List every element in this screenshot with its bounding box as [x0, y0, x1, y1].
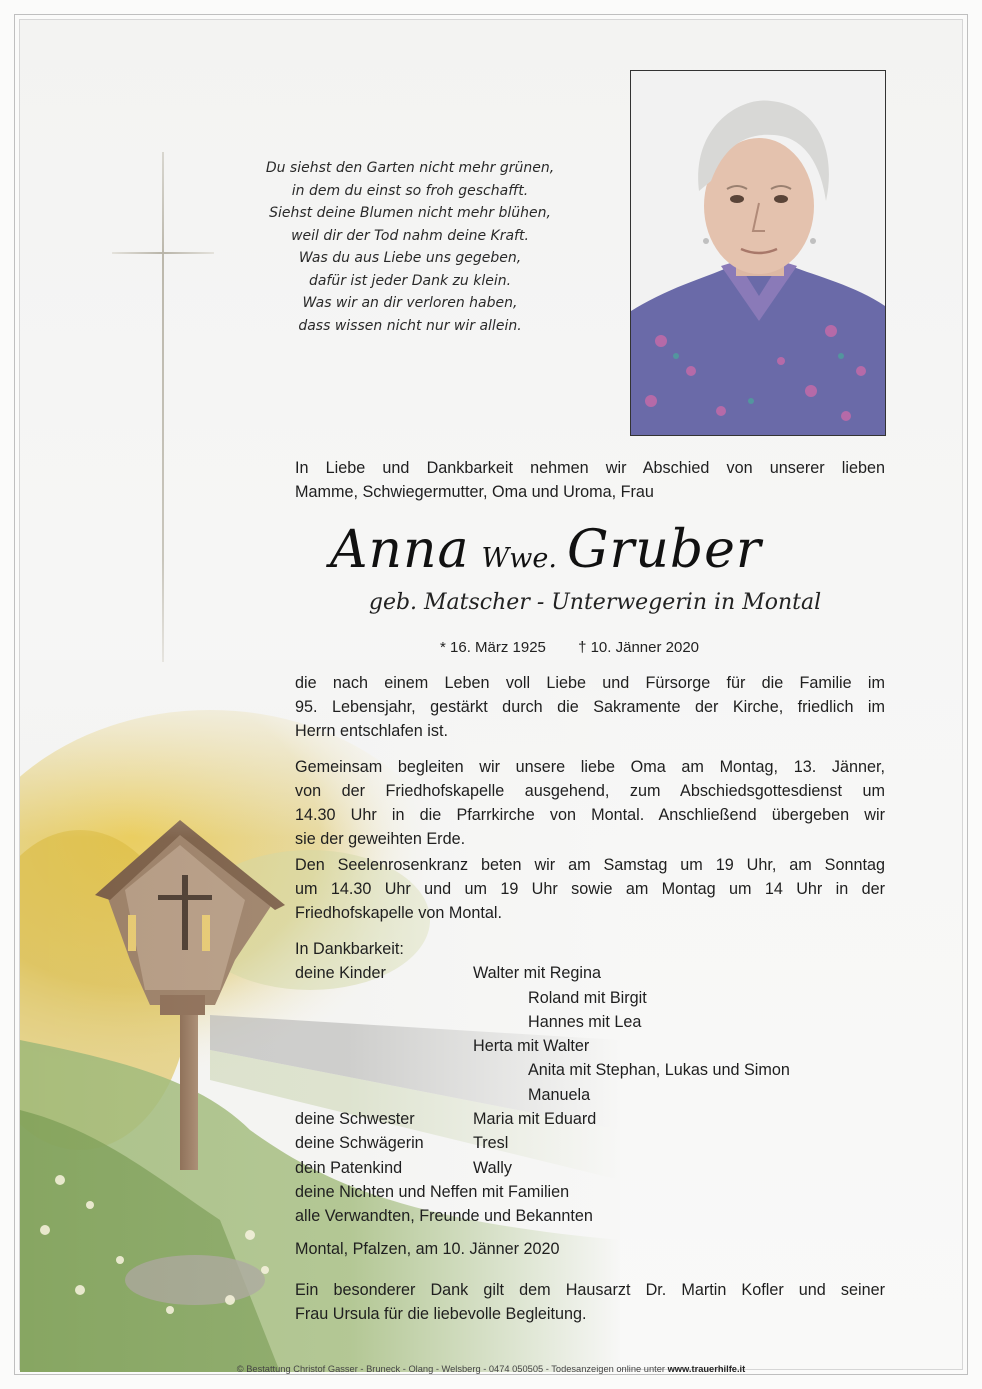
paragraph-line: 14.30 Uhr in die Pfarrkirche von Montal. Anschließend übergeben wir — [295, 806, 885, 824]
poem-line: in dem du einst so froh geschafft. — [291, 182, 529, 199]
paragraph-life — [295, 671, 885, 743]
death-date: † 10. Jänner 2020 — [578, 639, 700, 656]
mourner-name: Herta mit Walter — [473, 1037, 590, 1056]
relation-label: deine Schwägerin — [295, 1134, 424, 1153]
paragraph-line: Herrn entschlafen ist. — [295, 722, 448, 740]
paragraph-line: sie der geweihten Erde. — [295, 830, 466, 848]
cross-horizontal-beam — [112, 252, 214, 254]
cross-vertical-beam — [162, 152, 164, 662]
paragraph-funeral — [295, 755, 885, 851]
paragraph-line: um 14.30 Uhr und um 19 Uhr sowie am Montag um 14 Uhr in der — [295, 880, 885, 898]
paragraph-special-thanks — [295, 1278, 885, 1326]
mourner-name: Anita mit Stephan, Lukas und Simon — [528, 1061, 790, 1080]
paragraph-line: Den Seelenrosenkranz beten wir am Samstag um 19 Uhr, am Sonntag — [295, 856, 885, 874]
birth-date: * 16. März 1925 — [440, 639, 546, 656]
portrait-photo — [630, 70, 886, 436]
paragraph-line: Ein besonderer Dank gilt dem Hausarzt Dr. Martin Kofler und seiner — [295, 1281, 885, 1299]
mourner-name: Manuela — [528, 1085, 591, 1104]
deceased-name — [330, 520, 870, 590]
poem-line: Was du aus Liebe uns gegeben, — [298, 250, 522, 266]
paragraph-line: Frau Ursula für die liebevolle Begleitung. — [295, 1305, 587, 1323]
widow-abbreviation: Wwe. — [481, 543, 557, 574]
thanks-heading: In Dankbarkeit: — [295, 940, 404, 958]
footer-website-link[interactable]: www.trauerhilfe.it — [667, 1364, 746, 1374]
footer — [0, 1364, 982, 1374]
paragraph-line: die nach einem Leben voll Liebe und Fürsorge für die Familie im — [295, 674, 885, 692]
poem-line: Was wir an dir verloren haben, — [302, 295, 518, 311]
poem-line: Siehst deine Blumen nicht mehr blühen, — [269, 205, 551, 221]
mourner-name: Roland mit Birgit — [528, 988, 647, 1007]
mourner-name: Maria mit Eduard — [473, 1110, 597, 1129]
place-and-date: Montal, Pfalzen, am 10. Jänner 2020 — [295, 1240, 560, 1258]
first-name: Anna — [330, 520, 470, 580]
footer-text: © Bestattung Christof Gasser - Bruneck - Olang - Welsberg - 0474 050505 - Todesanzeigen online unter — [236, 1364, 665, 1374]
last-name: Gruber — [566, 520, 762, 580]
mourner-name: Tresl — [473, 1134, 509, 1153]
paragraph-line: Friedhofskapelle von Montal. — [295, 904, 502, 922]
mourner-group: deine Nichten und Neffen mit Familien — [295, 1182, 570, 1201]
intro-line: In Liebe und Dankbarkeit nehmen wir Abschied von unserer lieben — [295, 459, 885, 477]
mourner-name: Walter mit Regina — [473, 964, 602, 983]
mourners-list — [295, 937, 895, 1229]
mourner-name: Hannes mit Lea — [528, 1012, 642, 1031]
relation-label: deine Schwester — [295, 1110, 415, 1129]
poem-line: dass wissen nicht nur wir allein. — [298, 317, 522, 334]
paragraph-line: Gemeinsam begleiten wir unsere liebe Oma am Montag, 13. Jänner, — [295, 758, 885, 776]
intro-paragraph — [295, 456, 885, 504]
paragraph-line: 95. Lebensjahr, gestärkt durch die Sakramente der Kirche, friedlich im — [295, 698, 885, 716]
maiden-name-line: geb. Matscher - Unterwegerin in Montal — [368, 590, 822, 615]
poem — [240, 157, 580, 337]
mourner-group: alle Verwandten, Freunde und Bekannten — [295, 1207, 593, 1226]
poem-line: dafür ist jeder Dank zu klein. — [308, 272, 512, 289]
paragraph-line: von der Friedhofskapelle ausgehend, zum Abschiedsgottesdienst um — [295, 782, 885, 800]
life-dates — [440, 639, 699, 656]
relation-label: dein Patenkind — [295, 1158, 403, 1177]
intro-line: Mamme, Schwiegermutter, Oma und Uroma, Frau — [295, 483, 654, 501]
paragraph-rosary — [295, 853, 885, 925]
poem-line: weil dir der Tod nahm deine Kraft. — [291, 227, 529, 244]
relation-label: deine Kinder — [295, 964, 386, 983]
poem-line: Du siehst den Garten nicht mehr grünen, — [265, 160, 555, 176]
mourner-name: Wally — [473, 1158, 512, 1177]
